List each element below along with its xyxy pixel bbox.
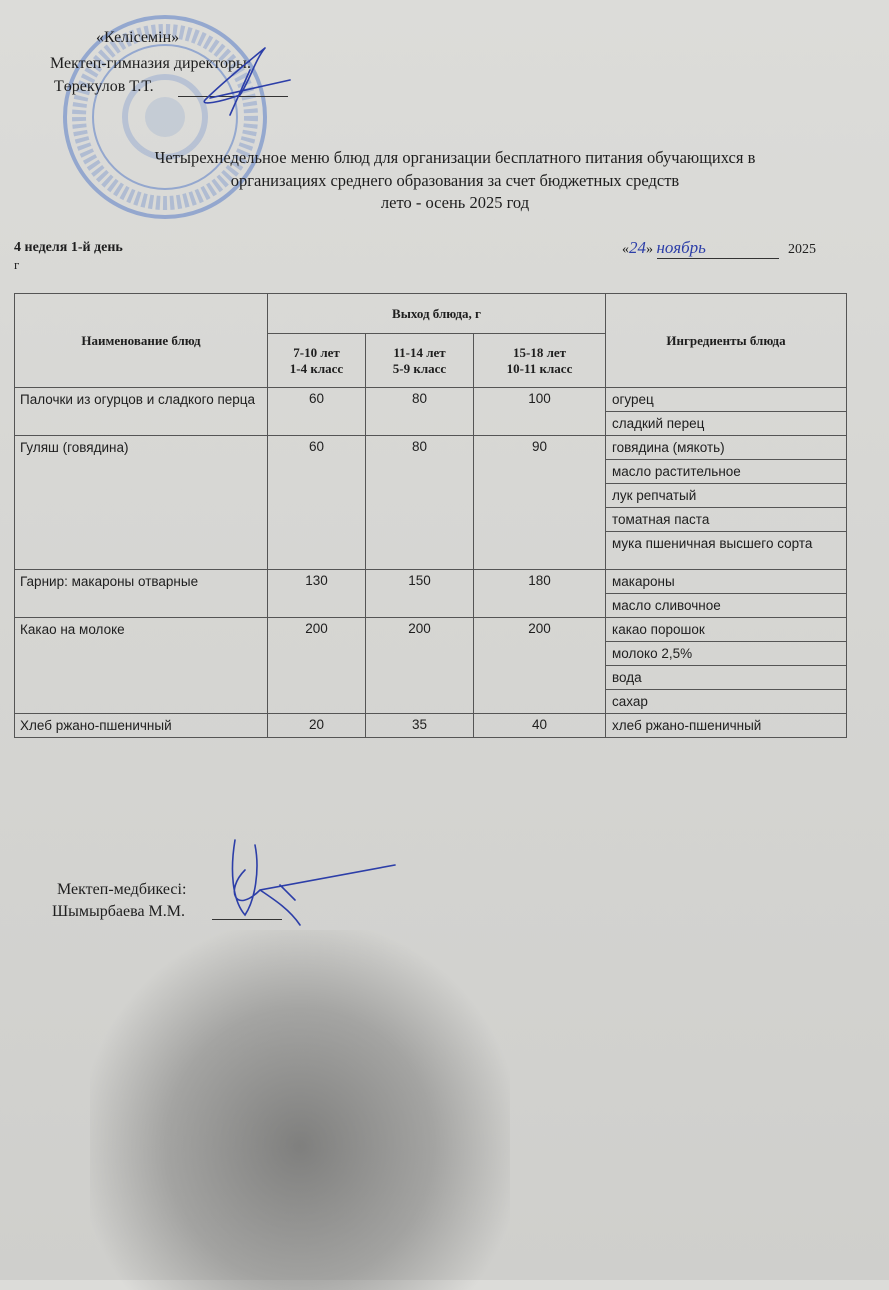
- nurse-signature: [220, 830, 410, 930]
- date-month: ноябрь: [657, 238, 779, 259]
- dish-name: Хлеб ржано-пшеничный: [15, 714, 268, 738]
- dish-name: Гуляш (говядина): [15, 436, 268, 570]
- ingredient: масло растительное: [606, 460, 847, 484]
- yield-age-1: 130: [268, 570, 366, 618]
- menu-table: [14, 293, 847, 738]
- approval-name: Төрекулов Т.Т.: [54, 78, 154, 95]
- table-row: [15, 436, 847, 460]
- ingredient: огурец: [606, 388, 847, 412]
- dish-name: Палочки из огурцов и сладкого перца: [15, 388, 268, 436]
- header-age-2: 11-14 лет 5-9 класс: [366, 334, 474, 388]
- yield-age-3: 200: [474, 618, 606, 714]
- ingredient: хлеб ржано-пшеничный: [606, 714, 847, 738]
- yield-age-1: 200: [268, 618, 366, 714]
- week-day-label: 4 неделя 1-й день: [14, 240, 123, 255]
- title-line-2: организациях среднего образования за счет бюджетных средств: [230, 171, 680, 190]
- date-open: «: [622, 242, 629, 257]
- header-yield: Выход блюда, г: [268, 294, 606, 334]
- dish-name: Какао на молоке: [15, 618, 268, 714]
- ingredient: томатная паста: [606, 508, 847, 532]
- header-ingredients: Ингредиенты блюда: [606, 294, 847, 388]
- yield-age-3: 90: [474, 436, 606, 570]
- ingredient: лук репчатый: [606, 484, 847, 508]
- yield-age-2: 80: [366, 388, 474, 436]
- yield-age-1: 20: [268, 714, 366, 738]
- yield-age-2: 200: [366, 618, 474, 714]
- yield-age-1: 60: [268, 388, 366, 436]
- date-year: 2025: [788, 242, 816, 257]
- table-row: [15, 570, 847, 594]
- date-field: [622, 238, 816, 259]
- approval-label: «Келісемін»: [96, 29, 180, 46]
- date-close: »: [646, 242, 653, 257]
- ingredient: мука пшеничная высшего сорта: [606, 532, 847, 570]
- dish-name: Гарнир: макароны отварные: [15, 570, 268, 618]
- yield-age-2: 80: [366, 436, 474, 570]
- yield-age-3: 40: [474, 714, 606, 738]
- header-dish: Наименование блюд: [15, 294, 268, 388]
- ingredient: молоко 2,5%: [606, 642, 847, 666]
- yield-age-2: 150: [366, 570, 474, 618]
- yield-age-3: 100: [474, 388, 606, 436]
- table-row: [15, 388, 847, 412]
- header-age-3: 15-18 лет 10-11 класс: [474, 334, 606, 388]
- title-line-1: Четырехнедельное меню блюд для организации бесплатного питания обучающихся в: [154, 148, 756, 167]
- nurse-name: Шымырбаева М.М.: [52, 903, 186, 920]
- photo-shadow: [90, 930, 510, 1290]
- nurse-position: Мектеп-медбикесі:: [57, 881, 187, 898]
- ingredient: масло сливочное: [606, 594, 847, 618]
- ingredient: вода: [606, 666, 847, 690]
- yield-age-2: 35: [366, 714, 474, 738]
- ingredient: сладкий перец: [606, 412, 847, 436]
- yield-age-1: 60: [268, 436, 366, 570]
- title-line-3: лето - осень 2025 год: [380, 193, 530, 212]
- table-row: [15, 618, 847, 642]
- ingredient: сахар: [606, 690, 847, 714]
- week-suffix: г: [14, 257, 20, 272]
- ingredient: говядина (мякоть): [606, 436, 847, 460]
- ingredient: какао порошок: [606, 618, 847, 642]
- yield-age-3: 180: [474, 570, 606, 618]
- date-day: 24: [629, 238, 646, 257]
- ingredient: макароны: [606, 570, 847, 594]
- header-age-1: 7-10 лет 1-4 класс: [268, 334, 366, 388]
- director-signature: [180, 40, 300, 120]
- approval-position: Мектеп-гимназия директоры:: [50, 55, 252, 72]
- table-row: [15, 714, 847, 738]
